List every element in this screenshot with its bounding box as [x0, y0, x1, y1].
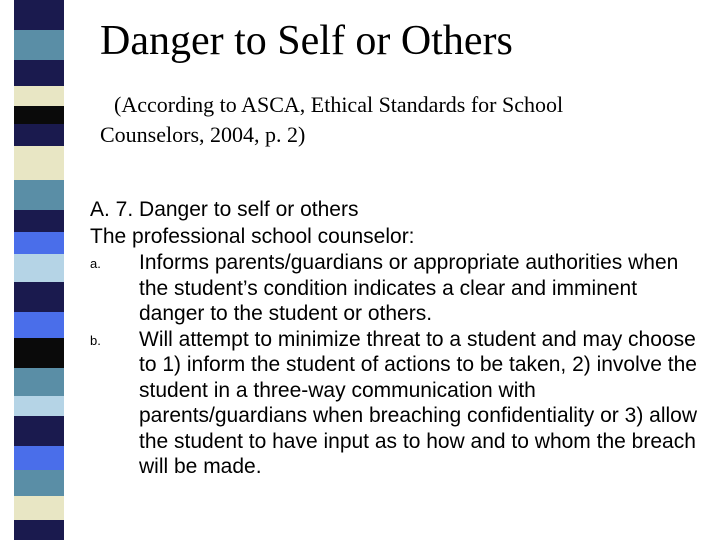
stripe-block — [14, 86, 64, 106]
stripe-block — [14, 338, 64, 368]
stripe-block — [14, 282, 64, 312]
slide-body — [90, 196, 702, 480]
stripe-block — [14, 124, 64, 146]
slide-title: Danger to Self or Others — [100, 18, 513, 64]
stripe-block — [14, 60, 64, 86]
stripe-block — [14, 146, 64, 180]
list-item-b — [90, 327, 702, 480]
stripe-block — [14, 30, 64, 60]
subtitle-line-1: (According to ASCA, Ethical Standards for School — [114, 92, 564, 117]
list-item-text: Informs parents/guardians or appropriate authorities when the student’s condition indicates a clear and imminent danger to the student or others. — [139, 251, 679, 325]
stripe-block — [14, 254, 64, 282]
stripe-block — [14, 0, 64, 30]
body-heading: A. 7. Danger to self or others — [90, 198, 359, 221]
stripe-block — [14, 232, 64, 254]
slide-subtitle — [100, 90, 660, 150]
stripe-block — [14, 210, 64, 232]
stripe-block — [14, 496, 64, 520]
stripe-block — [14, 368, 64, 396]
stripe-block — [14, 312, 64, 338]
stripe-block — [14, 520, 64, 540]
list-item-text: Will attempt to minimize threat to a student and may choose to 1) inform the student of actions to be taken, 2) involve the student in a three-way communication with parents/guardians when breaching confidentiality or 3) allow the student to have input as to how and to whom the breach will be made. — [139, 327, 697, 478]
stripe-block — [14, 180, 64, 210]
stripe-block — [14, 396, 64, 416]
list-marker: b. — [90, 332, 101, 348]
decorative-stripe — [14, 0, 64, 540]
list-marker: a. — [90, 256, 101, 271]
body-intro: The professional school counselor: — [90, 225, 415, 248]
subtitle-line-2: Counselors, 2004, p. 2) — [100, 122, 306, 147]
stripe-block — [14, 470, 64, 496]
stripe-block — [14, 416, 64, 446]
list-item-a — [90, 250, 702, 327]
stripe-block — [14, 446, 64, 470]
stripe-block — [14, 106, 64, 124]
